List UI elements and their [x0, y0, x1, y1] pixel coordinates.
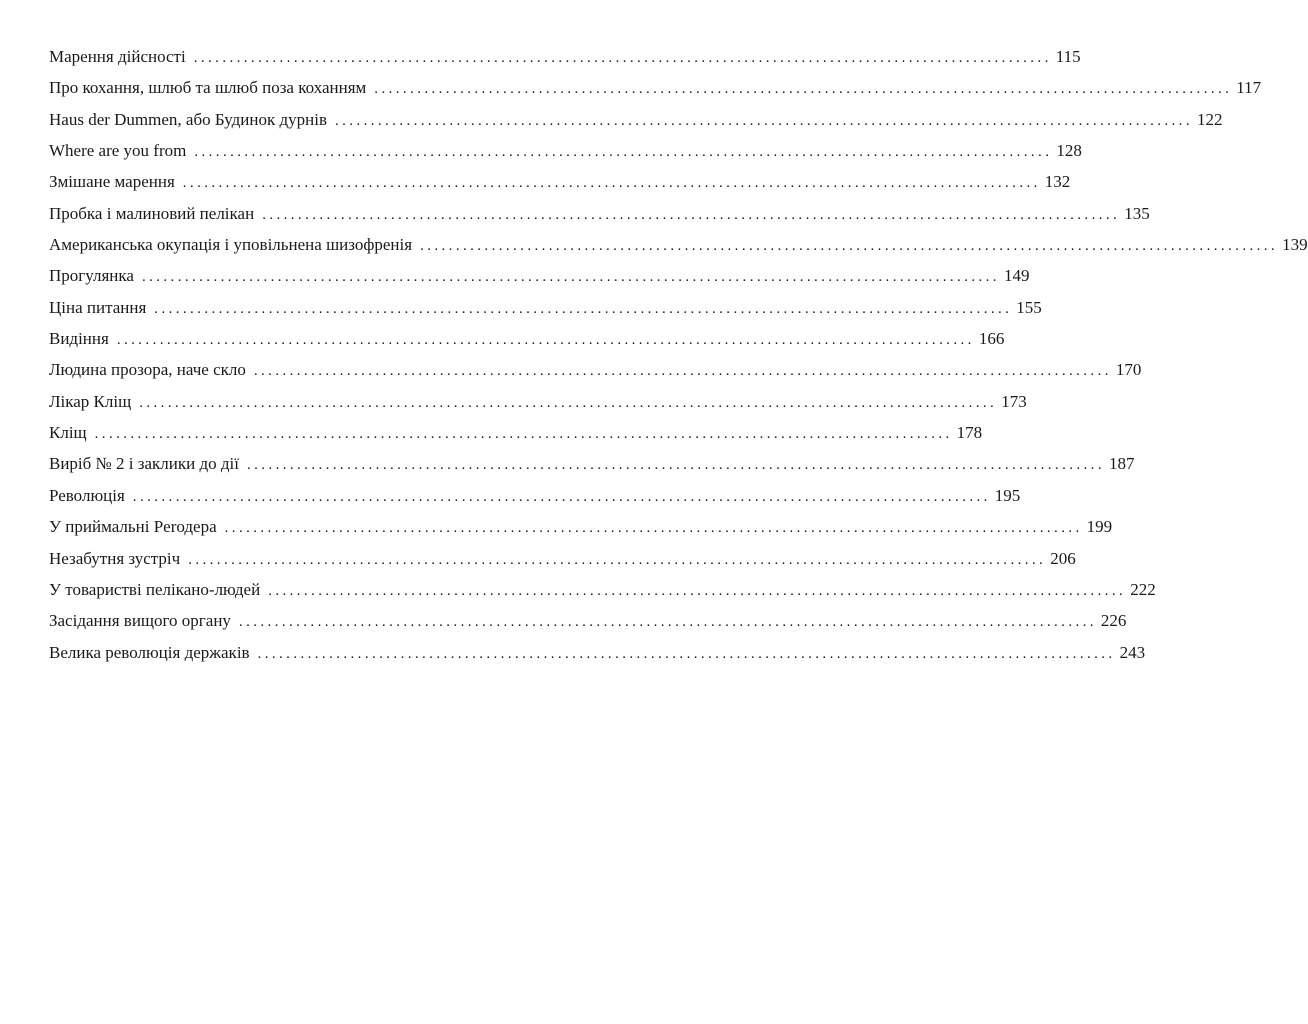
toc-page-number: 155 [1016, 297, 1042, 317]
toc-page-number: 166 [978, 329, 1005, 349]
dot-leader: ........................................................................................................................ [132, 488, 991, 505]
dot-leader: ........................................................................................................................ [194, 144, 1053, 161]
dot-leader: ........................................................................................................................ [268, 582, 1127, 599]
toc-entry [49, 637, 1146, 668]
toc-page-number: 222 [1130, 579, 1156, 599]
toc-title: Американська окупація і уповільнена шизофренія [49, 235, 413, 255]
toc-page-number: 206 [1050, 548, 1076, 568]
dot-leader: ........................................................................................................................ [262, 206, 1121, 223]
toc-page-number: 135 [1124, 203, 1150, 223]
dot-leader: ........................................................................................................................ [420, 238, 1279, 255]
toc-title: Haus der Dummen, або Будинок дурнів [49, 109, 327, 129]
toc-entry [49, 448, 1135, 479]
toc-page-number: 243 [1119, 642, 1146, 662]
toc-title: Змішане марення [49, 172, 175, 192]
toc-title: Лікар Кліщ [49, 391, 132, 411]
toc-page-number: 139 [1282, 235, 1308, 255]
toc-title: Революція [49, 485, 125, 505]
toc-entry [49, 354, 1142, 385]
toc-title: Ціна питання [49, 297, 147, 317]
toc-title: У приймальні Perодера [49, 517, 217, 537]
toc-title: Пробка і малиновий пелікан [49, 203, 255, 223]
dot-leader: ........................................................................................................................ [238, 614, 1097, 631]
toc-page-number: 149 [1003, 266, 1030, 286]
dot-leader: ........................................................................................................................ [182, 175, 1041, 192]
toc-page-number: 199 [1086, 517, 1113, 537]
dot-leader: ........................................................................................................................ [188, 551, 1047, 568]
toc-page-number: 122 [1196, 109, 1223, 129]
dot-leader: ........................................................................................................................ [246, 457, 1105, 474]
dot-leader: ........................................................................................................................ [141, 269, 1000, 286]
toc-entry [49, 292, 1042, 323]
toc-entry [49, 574, 1156, 605]
toc-page-number: 173 [1001, 391, 1027, 411]
toc-entry [49, 511, 1113, 542]
dot-leader: ........................................................................................................................ [94, 426, 953, 443]
toc-title: Людина прозора, наче скло [49, 360, 246, 380]
toc-page-number: 187 [1108, 454, 1135, 474]
toc-entry [49, 72, 1262, 103]
toc-page-number: 170 [1115, 360, 1142, 380]
toc-entry [49, 229, 1308, 260]
toc-title: Видіння [49, 329, 109, 349]
toc-entry [49, 260, 1030, 291]
toc-title: Засідання вищого органу [49, 611, 231, 631]
toc-title: Незабутня зустріч [49, 548, 181, 568]
toc-title: Виріб № 2 і заклики до дії [49, 454, 239, 474]
dot-leader: ........................................................................................................................ [139, 394, 998, 411]
toc-title: Прогулянка [49, 266, 134, 286]
toc-page-number: 195 [994, 485, 1021, 505]
toc-title: У товаристві пелікано-людей [49, 579, 261, 599]
toc-page-number: 226 [1100, 611, 1127, 631]
toc-entry [49, 480, 1021, 511]
toc-entry [49, 323, 1005, 354]
toc-page-number: 178 [956, 423, 983, 443]
toc-entry [49, 104, 1223, 135]
toc-page-number: 117 [1236, 78, 1262, 98]
toc-title: Марення дійсності [49, 47, 186, 66]
toc-page-number: 128 [1056, 141, 1082, 161]
toc-entry [49, 135, 1082, 166]
toc-page-number: 115 [1055, 47, 1081, 66]
toc-entry [49, 166, 1071, 197]
dot-leader: ........................................................................................................................ [334, 112, 1193, 129]
dot-leader: ........................................................................................................................ [116, 332, 975, 349]
dot-leader: ........................................................................................................................ [374, 81, 1233, 98]
dot-leader: ........................................................................................................................ [154, 300, 1013, 317]
toc-entry [49, 605, 1127, 636]
table-of-contents [49, 41, 1308, 668]
toc-entry [49, 417, 983, 448]
dot-leader: ........................................................................................................................ [257, 645, 1116, 662]
dot-leader: ........................................................................................................................ [193, 50, 1052, 66]
toc-entry [49, 543, 1076, 574]
dot-leader: ........................................................................................................................ [224, 520, 1083, 537]
toc-title: Кліщ [49, 423, 87, 443]
toc-entry [49, 198, 1150, 229]
toc-page-number: 132 [1044, 172, 1071, 192]
toc-title: Велика революція держаків [49, 642, 250, 662]
toc-title: Where are you from [49, 141, 187, 161]
dot-leader: ........................................................................................................................ [253, 363, 1112, 380]
toc-entry [49, 41, 1081, 72]
toc-entry [49, 386, 1027, 417]
toc-title: Про кохання, шлюб та шлюб поза коханням [49, 78, 367, 98]
